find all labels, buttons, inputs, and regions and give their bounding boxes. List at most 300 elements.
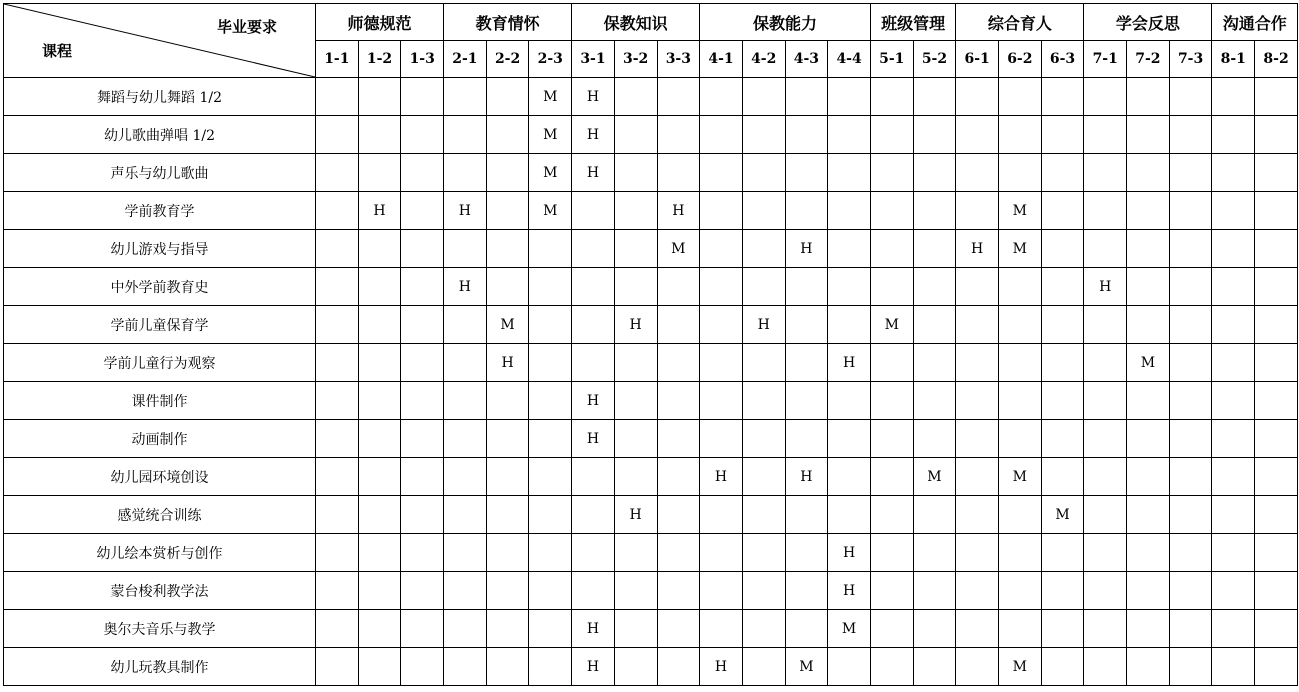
support-level-cell bbox=[999, 382, 1042, 420]
support-level-cell bbox=[486, 534, 529, 572]
support-level-cell bbox=[486, 648, 529, 686]
support-level-cell bbox=[572, 192, 615, 230]
support-level-cell bbox=[316, 192, 359, 230]
support-level-cell bbox=[614, 420, 657, 458]
support-level-cell: M bbox=[529, 192, 572, 230]
support-level-cell: H bbox=[785, 458, 828, 496]
support-level-cell bbox=[828, 420, 871, 458]
support-level-cell bbox=[657, 78, 700, 116]
support-level-cell bbox=[401, 496, 444, 534]
support-level-cell bbox=[785, 344, 828, 382]
support-level-cell bbox=[828, 458, 871, 496]
support-level-cell bbox=[785, 268, 828, 306]
support-level-cell bbox=[999, 572, 1042, 610]
course-name-cell: 蒙台梭利教学法 bbox=[4, 572, 316, 610]
support-level-cell bbox=[1084, 116, 1127, 154]
support-level-cell bbox=[614, 344, 657, 382]
support-level-cell bbox=[785, 382, 828, 420]
support-level-cell bbox=[358, 268, 401, 306]
support-level-cell bbox=[444, 382, 487, 420]
support-level-cell bbox=[444, 306, 487, 344]
support-level-cell bbox=[1255, 534, 1298, 572]
course-name-cell: 幼儿园环境创设 bbox=[4, 458, 316, 496]
support-level-cell bbox=[1212, 230, 1255, 268]
course-name-cell: 舞蹈与幼儿舞蹈 1/2 bbox=[4, 78, 316, 116]
support-level-cell bbox=[700, 268, 743, 306]
support-level-cell bbox=[1127, 306, 1170, 344]
support-level-cell bbox=[572, 534, 615, 572]
support-level-cell bbox=[657, 116, 700, 154]
support-level-cell bbox=[572, 306, 615, 344]
requirement-subitem-header: 2-2 bbox=[486, 41, 529, 78]
support-level-cell bbox=[1169, 572, 1212, 610]
support-level-cell bbox=[870, 496, 913, 534]
support-level-cell bbox=[444, 116, 487, 154]
support-level-cell bbox=[1127, 458, 1170, 496]
support-level-cell bbox=[358, 496, 401, 534]
support-level-cell bbox=[913, 306, 956, 344]
support-level-cell bbox=[1169, 610, 1212, 648]
support-level-cell bbox=[401, 344, 444, 382]
corner-header-cell bbox=[4, 4, 316, 78]
requirement-subitem-header: 8-2 bbox=[1255, 41, 1298, 78]
support-level-cell: M bbox=[1041, 496, 1084, 534]
support-level-cell bbox=[614, 648, 657, 686]
requirement-subitem-header: 4-3 bbox=[785, 41, 828, 78]
support-level-cell bbox=[316, 420, 359, 458]
support-level-cell bbox=[1169, 648, 1212, 686]
course-name-cell: 感觉统合训练 bbox=[4, 496, 316, 534]
support-level-cell bbox=[1169, 382, 1212, 420]
support-level-cell bbox=[1041, 458, 1084, 496]
course-row bbox=[4, 382, 1298, 420]
support-level-cell bbox=[956, 192, 999, 230]
requirement-subitem-header: 6-1 bbox=[956, 41, 999, 78]
support-level-cell bbox=[529, 534, 572, 572]
support-level-cell bbox=[828, 268, 871, 306]
support-level-cell bbox=[870, 648, 913, 686]
support-level-cell bbox=[870, 420, 913, 458]
requirement-subitem-header: 8-1 bbox=[1212, 41, 1255, 78]
support-level-cell bbox=[401, 230, 444, 268]
support-level-cell bbox=[1169, 534, 1212, 572]
support-level-cell bbox=[742, 230, 785, 268]
support-level-cell bbox=[1084, 648, 1127, 686]
support-level-cell bbox=[828, 496, 871, 534]
requirement-group-header: 保教知识 bbox=[572, 4, 700, 41]
support-level-cell bbox=[870, 572, 913, 610]
support-level-cell bbox=[1127, 420, 1170, 458]
support-level-cell bbox=[1212, 78, 1255, 116]
support-level-cell bbox=[1212, 154, 1255, 192]
support-level-cell bbox=[657, 648, 700, 686]
support-level-cell bbox=[870, 154, 913, 192]
support-level-cell: H bbox=[572, 78, 615, 116]
support-level-cell bbox=[401, 306, 444, 344]
requirement-group-header: 综合育人 bbox=[956, 4, 1084, 41]
support-level-cell bbox=[1127, 496, 1170, 534]
support-level-cell bbox=[444, 78, 487, 116]
support-level-cell bbox=[486, 420, 529, 458]
support-level-cell bbox=[742, 154, 785, 192]
support-level-cell bbox=[401, 154, 444, 192]
support-level-cell bbox=[401, 610, 444, 648]
support-level-cell: H bbox=[614, 306, 657, 344]
support-level-cell bbox=[870, 230, 913, 268]
course-row bbox=[4, 344, 1298, 382]
support-level-cell bbox=[1041, 610, 1084, 648]
support-level-cell bbox=[1169, 230, 1212, 268]
support-level-cell bbox=[486, 192, 529, 230]
requirement-subitem-header: 2-3 bbox=[529, 41, 572, 78]
support-level-cell bbox=[1169, 154, 1212, 192]
support-level-cell bbox=[828, 192, 871, 230]
support-level-cell bbox=[1255, 192, 1298, 230]
support-level-cell bbox=[1212, 496, 1255, 534]
support-level-cell bbox=[870, 192, 913, 230]
support-level-cell bbox=[444, 496, 487, 534]
support-level-cell bbox=[529, 572, 572, 610]
support-level-cell bbox=[1255, 572, 1298, 610]
support-level-cell bbox=[1084, 610, 1127, 648]
requirement-subitem-header: 6-3 bbox=[1041, 41, 1084, 78]
course-label: 课程 bbox=[42, 42, 73, 60]
support-level-cell: H bbox=[572, 420, 615, 458]
support-level-cell bbox=[316, 458, 359, 496]
support-level-cell bbox=[572, 268, 615, 306]
support-level-cell bbox=[529, 648, 572, 686]
course-name-cell: 学前儿童保育学 bbox=[4, 306, 316, 344]
support-level-cell bbox=[1041, 116, 1084, 154]
course-row bbox=[4, 534, 1298, 572]
support-level-cell bbox=[657, 610, 700, 648]
support-level-cell bbox=[1255, 154, 1298, 192]
support-level-cell bbox=[700, 306, 743, 344]
support-level-cell bbox=[785, 116, 828, 154]
support-level-cell bbox=[1169, 344, 1212, 382]
support-level-cell bbox=[956, 648, 999, 686]
support-level-cell bbox=[870, 268, 913, 306]
support-level-cell bbox=[956, 458, 999, 496]
support-level-cell: H bbox=[572, 154, 615, 192]
course-row bbox=[4, 192, 1298, 230]
support-level-cell bbox=[742, 420, 785, 458]
support-level-cell bbox=[572, 230, 615, 268]
support-level-cell bbox=[572, 572, 615, 610]
support-level-cell bbox=[1212, 192, 1255, 230]
requirement-group-header-row bbox=[4, 4, 1298, 41]
support-level-cell bbox=[358, 306, 401, 344]
requirement-subitem-header: 4-2 bbox=[742, 41, 785, 78]
support-level-cell bbox=[401, 458, 444, 496]
support-level-cell bbox=[358, 648, 401, 686]
support-level-cell bbox=[999, 268, 1042, 306]
support-level-cell bbox=[316, 572, 359, 610]
support-level-cell bbox=[486, 230, 529, 268]
support-level-cell bbox=[529, 458, 572, 496]
support-level-cell: H bbox=[785, 230, 828, 268]
course-row bbox=[4, 154, 1298, 192]
support-level-cell bbox=[1041, 306, 1084, 344]
support-level-cell: M bbox=[913, 458, 956, 496]
support-level-cell bbox=[316, 496, 359, 534]
course-row bbox=[4, 78, 1298, 116]
support-level-cell bbox=[999, 306, 1042, 344]
support-level-cell bbox=[444, 154, 487, 192]
support-level-cell bbox=[444, 648, 487, 686]
course-row bbox=[4, 610, 1298, 648]
support-level-cell bbox=[358, 116, 401, 154]
course-row bbox=[4, 230, 1298, 268]
support-level-cell bbox=[700, 78, 743, 116]
support-level-cell bbox=[316, 116, 359, 154]
requirement-group-header: 班级管理 bbox=[870, 4, 955, 41]
support-level-cell bbox=[614, 78, 657, 116]
course-row bbox=[4, 648, 1298, 686]
support-level-cell bbox=[1084, 306, 1127, 344]
support-level-cell bbox=[742, 268, 785, 306]
support-level-cell bbox=[486, 154, 529, 192]
support-level-cell bbox=[657, 382, 700, 420]
support-level-cell bbox=[828, 116, 871, 154]
support-level-cell bbox=[1212, 420, 1255, 458]
support-level-cell bbox=[1127, 230, 1170, 268]
support-level-cell bbox=[1127, 268, 1170, 306]
support-level-cell bbox=[1041, 648, 1084, 686]
support-level-cell: H bbox=[700, 458, 743, 496]
support-level-cell bbox=[785, 420, 828, 458]
support-level-cell bbox=[1212, 116, 1255, 154]
support-level-cell: H bbox=[572, 648, 615, 686]
support-level-cell bbox=[529, 230, 572, 268]
support-level-cell bbox=[316, 78, 359, 116]
support-level-cell bbox=[956, 420, 999, 458]
support-level-cell bbox=[870, 116, 913, 154]
support-level-cell: H bbox=[358, 192, 401, 230]
support-level-cell bbox=[999, 154, 1042, 192]
requirement-subitem-header: 6-2 bbox=[999, 41, 1042, 78]
support-level-cell bbox=[999, 496, 1042, 534]
support-level-cell bbox=[401, 534, 444, 572]
support-level-cell bbox=[785, 610, 828, 648]
support-level-cell bbox=[657, 420, 700, 458]
support-level-cell bbox=[486, 382, 529, 420]
support-level-cell bbox=[529, 344, 572, 382]
support-level-cell bbox=[1212, 458, 1255, 496]
requirement-subitem-header: 1-2 bbox=[358, 41, 401, 78]
course-name-cell: 声乐与幼儿歌曲 bbox=[4, 154, 316, 192]
support-level-cell bbox=[1084, 420, 1127, 458]
course-row bbox=[4, 496, 1298, 534]
support-level-cell bbox=[742, 610, 785, 648]
support-level-cell bbox=[913, 78, 956, 116]
support-level-cell bbox=[828, 78, 871, 116]
support-level-cell bbox=[913, 382, 956, 420]
support-level-cell bbox=[785, 306, 828, 344]
support-level-cell bbox=[1255, 116, 1298, 154]
course-name-cell: 课件制作 bbox=[4, 382, 316, 420]
support-level-cell bbox=[956, 116, 999, 154]
course-name-cell: 学前儿童行为观察 bbox=[4, 344, 316, 382]
support-level-cell bbox=[1169, 458, 1212, 496]
support-level-cell bbox=[700, 116, 743, 154]
requirement-subitem-header: 7-3 bbox=[1169, 41, 1212, 78]
support-level-cell bbox=[486, 268, 529, 306]
support-level-cell bbox=[999, 420, 1042, 458]
support-level-cell bbox=[1212, 382, 1255, 420]
support-level-cell bbox=[700, 344, 743, 382]
support-level-cell: M bbox=[657, 230, 700, 268]
requirement-subitem-header: 5-2 bbox=[913, 41, 956, 78]
support-level-cell bbox=[444, 230, 487, 268]
support-level-cell bbox=[1127, 572, 1170, 610]
support-level-cell bbox=[913, 648, 956, 686]
requirement-subitem-header: 4-4 bbox=[828, 41, 871, 78]
support-level-cell bbox=[401, 268, 444, 306]
support-level-cell bbox=[572, 458, 615, 496]
support-level-cell bbox=[444, 420, 487, 458]
support-level-cell bbox=[700, 154, 743, 192]
support-level-cell bbox=[913, 572, 956, 610]
support-level-cell bbox=[401, 382, 444, 420]
support-level-cell bbox=[1212, 572, 1255, 610]
support-level-cell bbox=[358, 572, 401, 610]
support-level-cell bbox=[1041, 192, 1084, 230]
support-level-cell bbox=[316, 344, 359, 382]
support-level-cell bbox=[657, 306, 700, 344]
support-level-cell: M bbox=[529, 154, 572, 192]
support-level-cell bbox=[956, 496, 999, 534]
support-level-cell: M bbox=[1127, 344, 1170, 382]
course-name-cell: 幼儿游戏与指导 bbox=[4, 230, 316, 268]
support-level-cell: H bbox=[828, 572, 871, 610]
support-level-cell bbox=[358, 230, 401, 268]
support-level-cell bbox=[1255, 610, 1298, 648]
support-level-cell bbox=[913, 344, 956, 382]
support-level-cell bbox=[1041, 382, 1084, 420]
support-level-cell bbox=[486, 572, 529, 610]
support-level-cell bbox=[316, 268, 359, 306]
support-level-cell bbox=[913, 116, 956, 154]
support-level-cell bbox=[444, 610, 487, 648]
support-level-cell bbox=[785, 192, 828, 230]
support-level-cell bbox=[828, 154, 871, 192]
requirement-group-header: 教育情怀 bbox=[444, 4, 572, 41]
support-level-cell bbox=[1041, 534, 1084, 572]
support-level-cell bbox=[1041, 154, 1084, 192]
support-level-cell bbox=[657, 496, 700, 534]
requirement-subitem-header: 4-1 bbox=[700, 41, 743, 78]
support-level-cell bbox=[1255, 306, 1298, 344]
support-level-cell: M bbox=[999, 458, 1042, 496]
support-level-cell: M bbox=[999, 192, 1042, 230]
support-level-cell bbox=[614, 230, 657, 268]
support-level-cell bbox=[1084, 458, 1127, 496]
support-level-cell bbox=[529, 306, 572, 344]
support-level-cell bbox=[870, 382, 913, 420]
support-level-cell bbox=[742, 648, 785, 686]
course-name-cell: 学前教育学 bbox=[4, 192, 316, 230]
support-level-cell bbox=[700, 534, 743, 572]
support-level-cell: H bbox=[444, 192, 487, 230]
support-level-cell bbox=[1255, 496, 1298, 534]
support-level-cell bbox=[1169, 268, 1212, 306]
support-level-cell bbox=[913, 268, 956, 306]
support-level-cell bbox=[1212, 268, 1255, 306]
support-level-cell bbox=[828, 648, 871, 686]
support-level-cell bbox=[956, 78, 999, 116]
requirement-subitem-header: 3-2 bbox=[614, 41, 657, 78]
support-level-cell: H bbox=[828, 534, 871, 572]
course-name-cell: 幼儿绘本赏析与创作 bbox=[4, 534, 316, 572]
support-level-cell bbox=[614, 610, 657, 648]
support-level-cell bbox=[529, 496, 572, 534]
course-requirement-matrix bbox=[3, 3, 1298, 686]
support-level-cell: H bbox=[1084, 268, 1127, 306]
support-level-cell bbox=[828, 306, 871, 344]
support-level-cell bbox=[614, 534, 657, 572]
support-level-cell bbox=[1169, 192, 1212, 230]
support-level-cell bbox=[1169, 496, 1212, 534]
support-level-cell bbox=[316, 610, 359, 648]
support-level-cell bbox=[785, 496, 828, 534]
support-level-cell bbox=[870, 610, 913, 648]
requirement-group-header: 学会反思 bbox=[1084, 4, 1212, 41]
support-level-cell bbox=[1127, 78, 1170, 116]
requirement-group-header: 师德规范 bbox=[316, 4, 444, 41]
support-level-cell bbox=[657, 344, 700, 382]
support-level-cell bbox=[870, 78, 913, 116]
support-level-cell bbox=[358, 610, 401, 648]
support-level-cell bbox=[700, 230, 743, 268]
support-level-cell bbox=[657, 458, 700, 496]
support-level-cell bbox=[1212, 306, 1255, 344]
support-level-cell bbox=[1041, 230, 1084, 268]
support-level-cell bbox=[401, 78, 444, 116]
support-level-cell: H bbox=[614, 496, 657, 534]
support-level-cell bbox=[1127, 648, 1170, 686]
support-level-cell bbox=[401, 420, 444, 458]
support-level-cell bbox=[1212, 648, 1255, 686]
course-name-cell: 奥尔夫音乐与教学 bbox=[4, 610, 316, 648]
support-level-cell bbox=[1041, 78, 1084, 116]
support-level-cell bbox=[486, 610, 529, 648]
support-level-cell bbox=[444, 344, 487, 382]
support-level-cell bbox=[1255, 458, 1298, 496]
support-level-cell bbox=[828, 382, 871, 420]
requirement-subitem-header: 5-1 bbox=[870, 41, 913, 78]
support-level-cell: M bbox=[529, 78, 572, 116]
support-level-cell bbox=[614, 192, 657, 230]
support-level-cell bbox=[913, 610, 956, 648]
support-level-cell: H bbox=[486, 344, 529, 382]
support-level-cell bbox=[614, 458, 657, 496]
support-level-cell bbox=[1127, 154, 1170, 192]
support-level-cell bbox=[316, 534, 359, 572]
support-level-cell bbox=[1127, 382, 1170, 420]
requirement-group-header: 保教能力 bbox=[700, 4, 871, 41]
support-level-cell bbox=[742, 572, 785, 610]
support-level-cell bbox=[1084, 344, 1127, 382]
support-level-cell: H bbox=[956, 230, 999, 268]
support-level-cell bbox=[700, 496, 743, 534]
support-level-cell bbox=[316, 154, 359, 192]
support-level-cell bbox=[1127, 192, 1170, 230]
support-level-cell bbox=[1041, 268, 1084, 306]
support-level-cell bbox=[956, 268, 999, 306]
support-level-cell bbox=[956, 382, 999, 420]
support-level-cell bbox=[956, 610, 999, 648]
